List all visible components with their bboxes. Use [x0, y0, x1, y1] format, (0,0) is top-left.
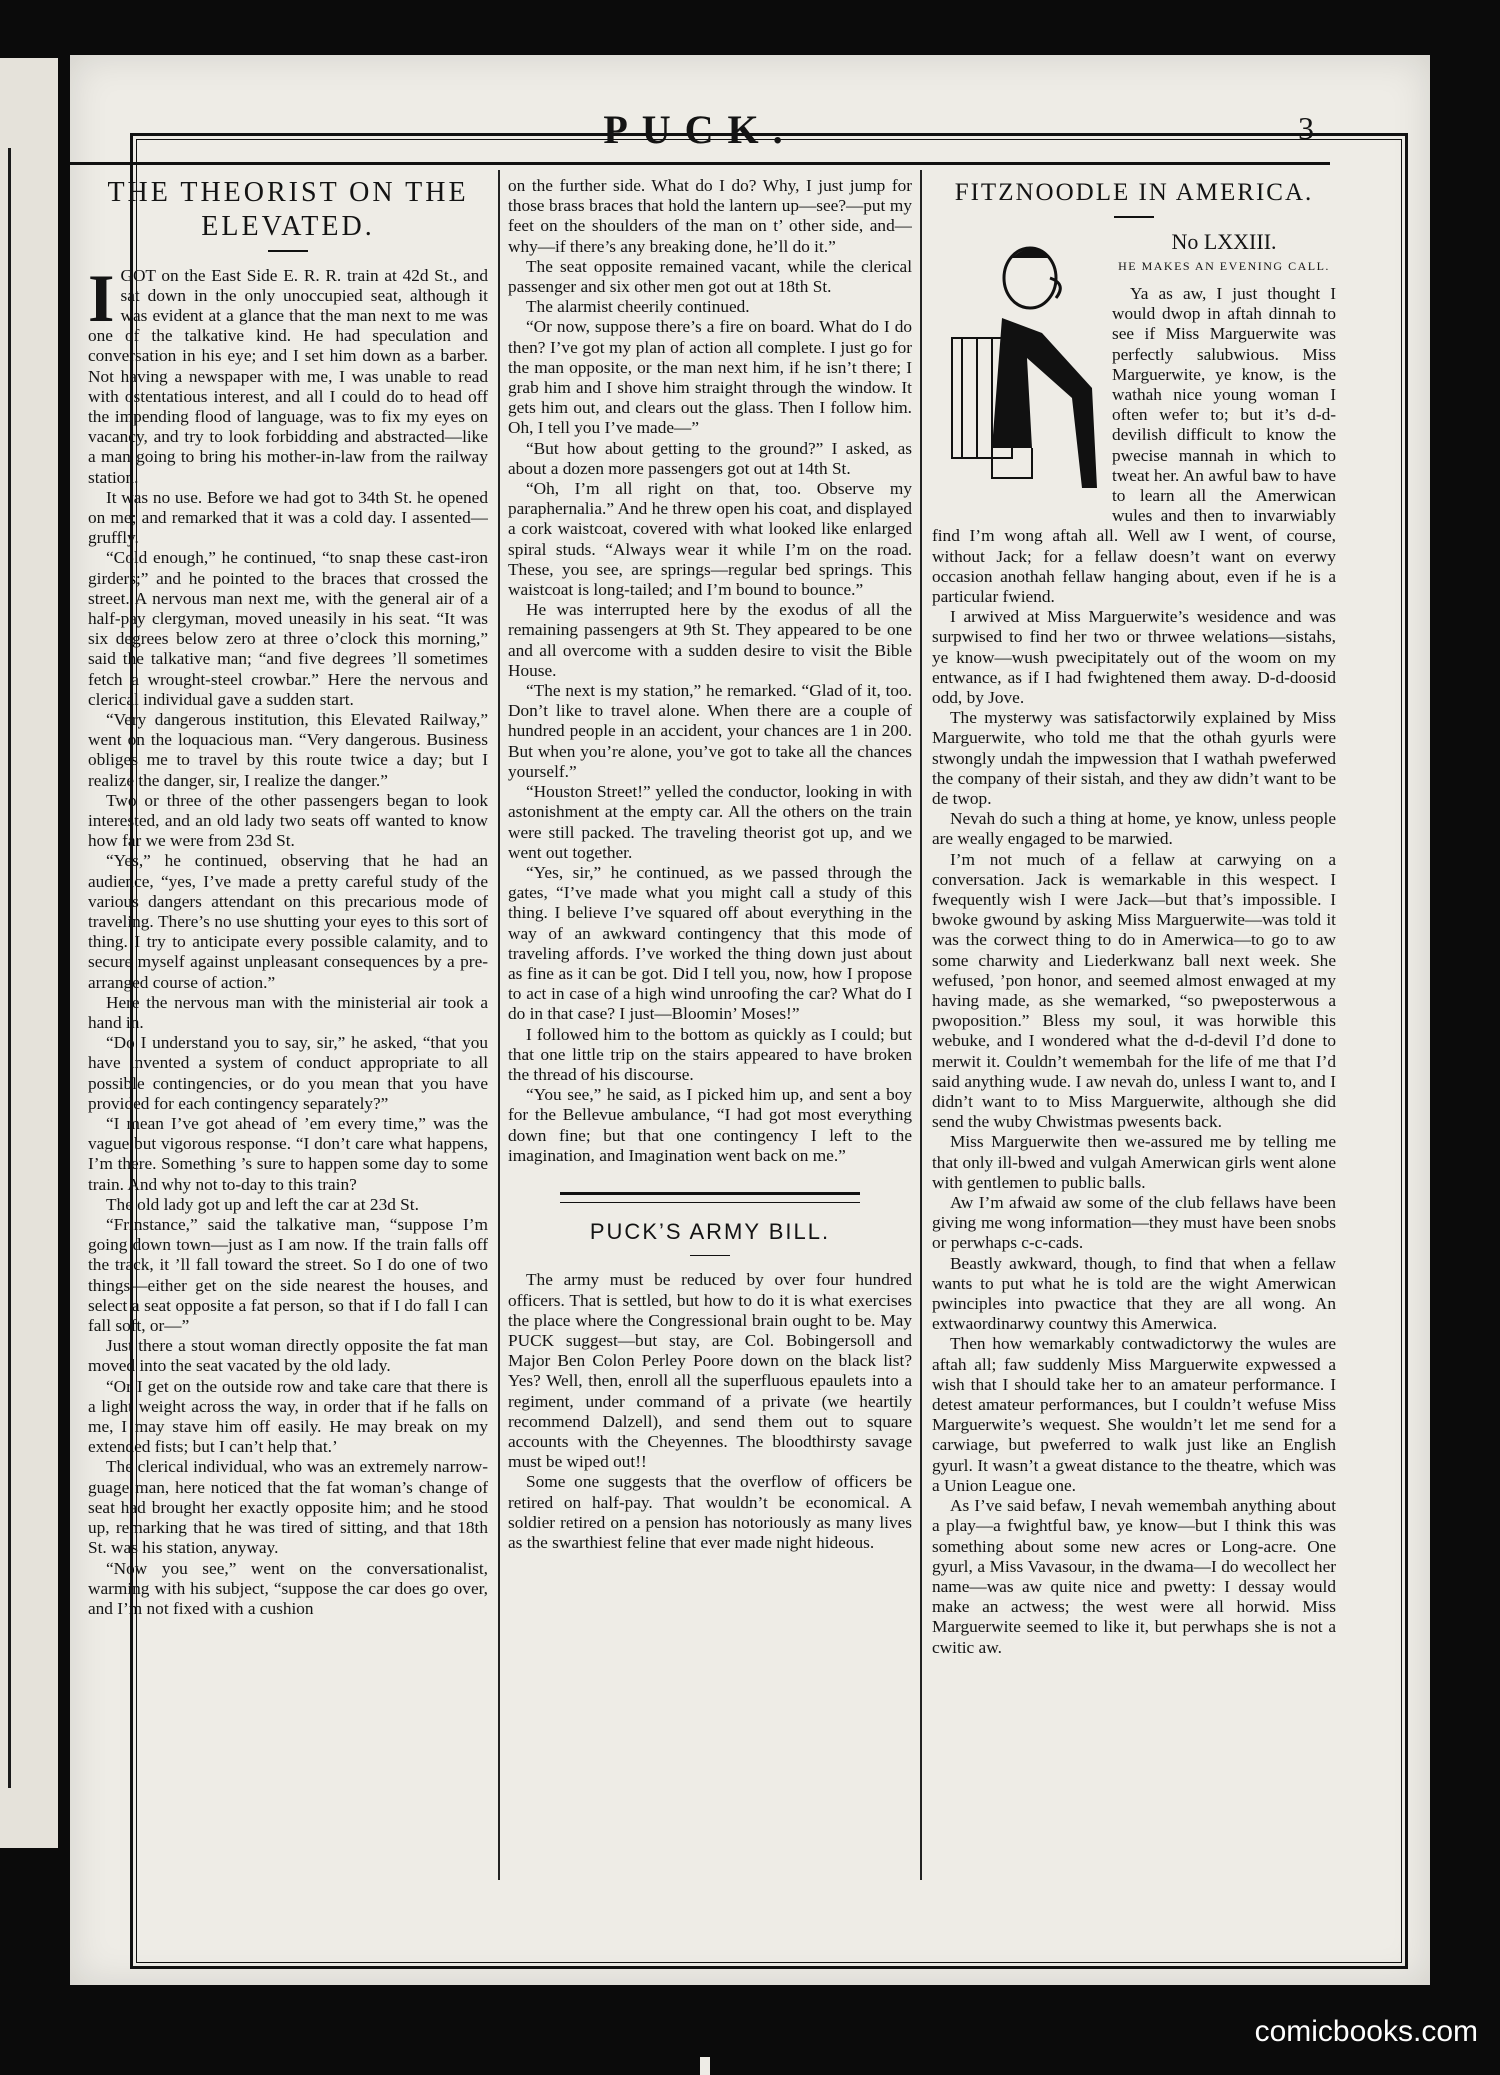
article-paragraph: Aw I’m afwaid aw some of the club fellaws have been giving me wong information—they must have been snobs or perwhaps c-c-cads. [932, 1193, 1336, 1253]
article-paragraph: “Now you see,” went on the conversationalist, warming with his subject, “suppose the car does go over, and I’m not fixed with a cushion [88, 1558, 488, 1618]
article-heading-theorist: THE THEORIST ON THE ELEVATED. [107, 177, 469, 242]
article-paragraph: Beastly awkward, though, to find that when a fellaw wants to put what he is told are the wight Amerwican pwinciples into pwactice that they are all wong. An extwaordinarwy countwy this Amerwica. [932, 1253, 1336, 1334]
article-heading-army-bill: PUCK’S ARMY BILL. [589, 1218, 831, 1244]
article-paragraph: “I mean I’ve got ahead of ’em every time,” was the vague but vigorous response. “I don’t care what happens, I’m there. Something ’s sure to happen some day to some train. And why not to-day to this train? [88, 1114, 488, 1194]
article-heading-fitznoodle: FITZNOODLE IN AMERICA. [954, 179, 1314, 206]
article-paragraph: Nevah do such a thing at home, ye know, unless people are weally engaged to be marwied. [932, 809, 1336, 849]
article-paragraph: Just there a stout woman directly opposite the fat man moved into the seat vacated by the old lady. [88, 1336, 488, 1376]
article-paragraph: “But how about getting to the ground?” I asked, as about a dozen more passengers got out at 14th St. [508, 438, 912, 478]
column-rule [920, 170, 922, 1880]
section-divider [560, 1192, 860, 1203]
column-rule [498, 170, 500, 1880]
article-paragraph: Ya as aw, I just thought I would dwop in aftah dinnah to see if Miss Marguerwite was perfectly salubwious. Miss Marguerwite, ye know, is the wathah nice young woman I often wefer to; but it’s d-d-devilish difficult to know the pwecise mannah in which to tweat her. An awful baw to have to learn all the Amerwican wules and then to invarwiably find I’m wong aftah all. Well aw I went, of course, without Jack; for a fellaw doesn’t want on everwy occasion anothah fellaw hanging about, even if he is a particular fwiend. [932, 283, 1336, 606]
watermark: comicbooks.com [1254, 2015, 1478, 2048]
article-paragraph: Here the nervous man with the ministerial air took a hand in. [88, 992, 488, 1033]
page-number: 3 [1298, 110, 1314, 146]
article-paragraph: “Or now, suppose there’s a fire on board. What do I do then? I’ve got my plan of action all complete. I just go for the man opposite, or the man next him, if he isn’t there; I grab him and I shove him straight through the window. It gets him out, and clears out the glass. Then I follow him. Oh, I tell you I’ve made—” [508, 317, 912, 438]
article-paragraph: “Or I get on the outside row and take care that there is a light weight across the way, in order that if he falls on me, I may stave him off easily. He may break on my extended fists; but I can’t help that.’ [88, 1376, 488, 1457]
article-paragraph: “Do I understand you to say, sir,” he asked, “that you have invented a system of conduct appropriate to all possible contingencies, or do you mean that you have provided for each contingency separately?” [88, 1033, 488, 1113]
fitznoodle-illustration [932, 238, 1102, 508]
article-paragraph: I’m not much of a fellaw at carwying on a conversation. Jack is wemarkable in this wespect. I fwequently wish I were Jack—but that’s impossible. I bwoke gwound by asking Miss Marguerwite—was told it was the corwect thing to do in Amerwica—to go to aw some charwity and Liederkwanz ball next week. She wefused, ’pon honor, and seemed almost enwaged at my having made, as she wemarked, “so pweposterwous a pwoposition.” Bless my soul, it was horwible this webuke, and I wondered what the d-d-devil I’d done to merwit it. Couldn’t wemembah for the life of me that I’d said anything wude. I aw nevah do, unless I want to, and I didn’t want to to Miss Marguerwite, although she did send the wuby Chwistmas pwesents back. [932, 849, 1336, 1132]
article-paragraph: The mysterwy was satisfactorwily explained by Miss Marguerwite, who told me that the othah gyurls were stwongly undah the impwession that I wathah pweferwed the company of their sistah, and they aw didn’t want to be de twop. [932, 708, 1336, 808]
previous-page-edge [0, 58, 58, 1848]
article-paragraph: “Yes, sir,” he continued, as we passed through the gates, “I’ve made what you might call a study of this thing. I believe I’ve squared off about everything in the way of an awkward contingency that this mode of traveling affords. I’ve worked the thing down just about as fine as it can be got. Did I tell you, now, how I propose to act in case of a high wind unroofing the car? What do I do in that case? I just—Bloomin’ Moses!” [508, 862, 912, 1024]
article-paragraph: The old lady got up and left the car at 23d St. [106, 1194, 419, 1214]
article-paragraph: “You see,” he said, as I picked him up, and sent a boy for the Bellevue ambulance, “I had got most everything down fine; but that one contingency I left to the imagination, and Imagination went back on me.” [508, 1085, 912, 1165]
article-paragraph: The clerical individual, who was an extremely narrow-guage man, here noticed that the fat woman’s change of seat had brought her exactly opposite him; and he stood up, remarking that he was tired of sitting, and that 18th St. was his station, anyway. [88, 1457, 488, 1558]
article-paragraph: IGOT on the East Side E. R. R. train at 42d St., and sat down in the only unoccupied seat, although it was evident at a glance that the man next to me was one of the talkative kind. He had speculation and conversation in his eye; and I set him down as a barber. Not having a newspaper with me, I was unable to read with ostentatious interest, and all I could do to head off the impending flood of language, was to fix my eyes on vacancy, and try to look forbidding and abstracted—like a man going to bring his mother-in-law from the railway station. [88, 259, 488, 487]
article-paragraph: “Houston Street!” yelled the conductor, looking in with astonishment at the empty car. All the others on the train were still packed. The traveling theorist got up, and we went out together. [508, 782, 912, 862]
article-paragraph: Then how wemarkably contwadictorwy the wules are aftah all; faw suddenly Miss Marguerwite expwessed a wish that I should take her to an amateur performance. I detest amateur performances, but I couldn’t wefuse Miss Marguerwite’s wequest. She wouldn’t let me send for a carwiage, but pweferred to walk just like an English gyurl. It wasn’t a gweat distance to the theatre, which was a Union League one. [932, 1334, 1336, 1495]
article-paragraph: The alarmist cheerily continued. [526, 297, 750, 317]
article-paragraph: As I’ve said befaw, I nevah wemembah anything about a play—a fwightful baw, ye know—but I think this was something about some new acres or Long-acre. One gyurl, a Miss Vavasour, in the dwama—I do wecollect her name—was aw quite nice and pwetty: I dessay would make an actwess; the west were all horwid. Miss Marguerwite seemed to like it, but perwhaps she is not a cwitic aw. [932, 1496, 1336, 1657]
article-paragraph: Some one suggests that the overflow of officers be retired on half-pay. That wouldn’t be economical. A soldier retired on a pension has notoriously as many lives as the swarthiest feline that ever made night hideous. [508, 1472, 912, 1553]
article-paragraph: Two or three of the other passengers began to look interested, and an old lady two seats off wanted to know how far we were from 23d St. [88, 790, 488, 851]
article-paragraph: Miss Marguerwite then we-assured me by telling me that only ill-bwed and vulgah Amerwican girls went alone with gentlemen to public balls. [932, 1132, 1336, 1192]
chapter-subhead: HE MAKES AN EVENING CALL. [1118, 258, 1330, 273]
column-2 [508, 176, 912, 1876]
page-edge-notch [700, 2057, 710, 2075]
article-paragraph: “Cold enough,” he continued, “to snap these cast-iron girders;” and he pointed to the braces that crossed the street. A nervous man next me, with the general air of a half-pay clergyman, moved uneasily in his seat. “It was six degrees below zero at three o’clock this morning,” said the talkative man; “and five degrees ’ll sometimes fetch a wrought-steel crowbar.” Here the nervous and clerical individual gave a sudden start. [88, 548, 488, 709]
article-paragraph: I followed him to the bottom as quickly as I could; but that one little trip on the stairs appeared to have broken the thread of his discourse. [508, 1024, 912, 1084]
article-paragraph: The seat opposite remained vacant, while the clerical passenger and six other men got out at 18th St. [508, 256, 912, 297]
article-paragraph: on the further side. What do I do? Why, I just jump for those brass braces that hold the lantern up—see?—put my feet on the shoulders of the man on t’ other side, and—why—if there’s any breaking done, he’ll do it.” [508, 176, 912, 256]
article-paragraph: “Very dangerous institution, this Elevated Railway,” went on the loquacious man. “Very dangerous. Business obliges me to travel by this route twice a day; but I realize the danger, sir, I realize the danger.” [88, 709, 488, 790]
column-3 [932, 176, 1336, 1876]
article-paragraph: “Frinstance,” said the talkative man, “suppose I’m going down town—just as I am now. If the train falls off the track, it ’ll fall toward the street. So I do one of two things—either get on the side nearest the houses, and select a seat opposite a fat person, so that if I do fall I can fall soft, or—” [88, 1215, 488, 1336]
column-1 [88, 176, 488, 1876]
article-paragraph: “Oh, I’m all right on that, too. Observe my paraphernalia.” And he threw open his coat, and displayed a cork waistcoat, covered with what looked like enlarged spiral studs. “Always wear it while I’m on the road. These, you see, are springs—regular bed springs. This waistcoat is long-tailed; and I’m bound to bounce.” [508, 479, 912, 600]
heading-rule [268, 250, 308, 252]
masthead-title: PUCK. [603, 107, 797, 152]
heading-rule [690, 1255, 730, 1257]
masthead [70, 100, 1330, 165]
article-paragraph: I arwived at Miss Marguerwite’s wesidence and was surpwised to find her two or thrwee welations—sistahs, ye know—wush pwecipitately out of the woom on my entwance, as if I had fwightened them away. D-d-doosid odd, by Jove. [932, 607, 1336, 707]
article-paragraph: “The next is my station,” he remarked. “Glad of it, too. Don’t like to travel alone. When there are a couple of hundred people in an accident, your chances are 1 in 200. But when you’re alone, you’ve got to take all the chances yourself.” [508, 681, 912, 781]
article-paragraph: It was no use. Before we had got to 34th St. he opened on me; and remarked that it was a cold day. I assented—gruffly. [88, 487, 488, 548]
drop-cap: I [88, 259, 115, 336]
article-paragraph: The army must be reduced by over four hundred officers. That is settled, but how to do it is what exercises the place where the Congressional brain ought to be. May PUCK suggest—but stay, are Col. Bobingersoll and Major Ben Colon Perley Poore down on the black list? Yes? Well, then, enroll all the superfluous epaulets into a regiment, under command of a private (we heartily recommend Dalzell), and send them out to square accounts with the Cheyennes. The bloodthirsty savage must be wiped out!! [508, 1270, 912, 1472]
chapter-number: No LXXIII. [1171, 228, 1277, 254]
heading-rule [1114, 216, 1154, 218]
article-paragraph: He was interrupted here by the exodus of all the remaining passengers at 9th St. They appeared to be one and all overcome with a sudden desire to visit the Bible House. [508, 600, 912, 680]
article-paragraph: “Yes,” he continued, observing that he had an audience, “yes, I’ve made a pretty careful study of the various dangers attendant on this precarious mode of traveling. There’s no use shutting your eyes to this sort of thing. I try to anticipate every possible calamity, and to secure myself against unpleasant consequences by a pre-arranged course of action.” [88, 851, 488, 992]
